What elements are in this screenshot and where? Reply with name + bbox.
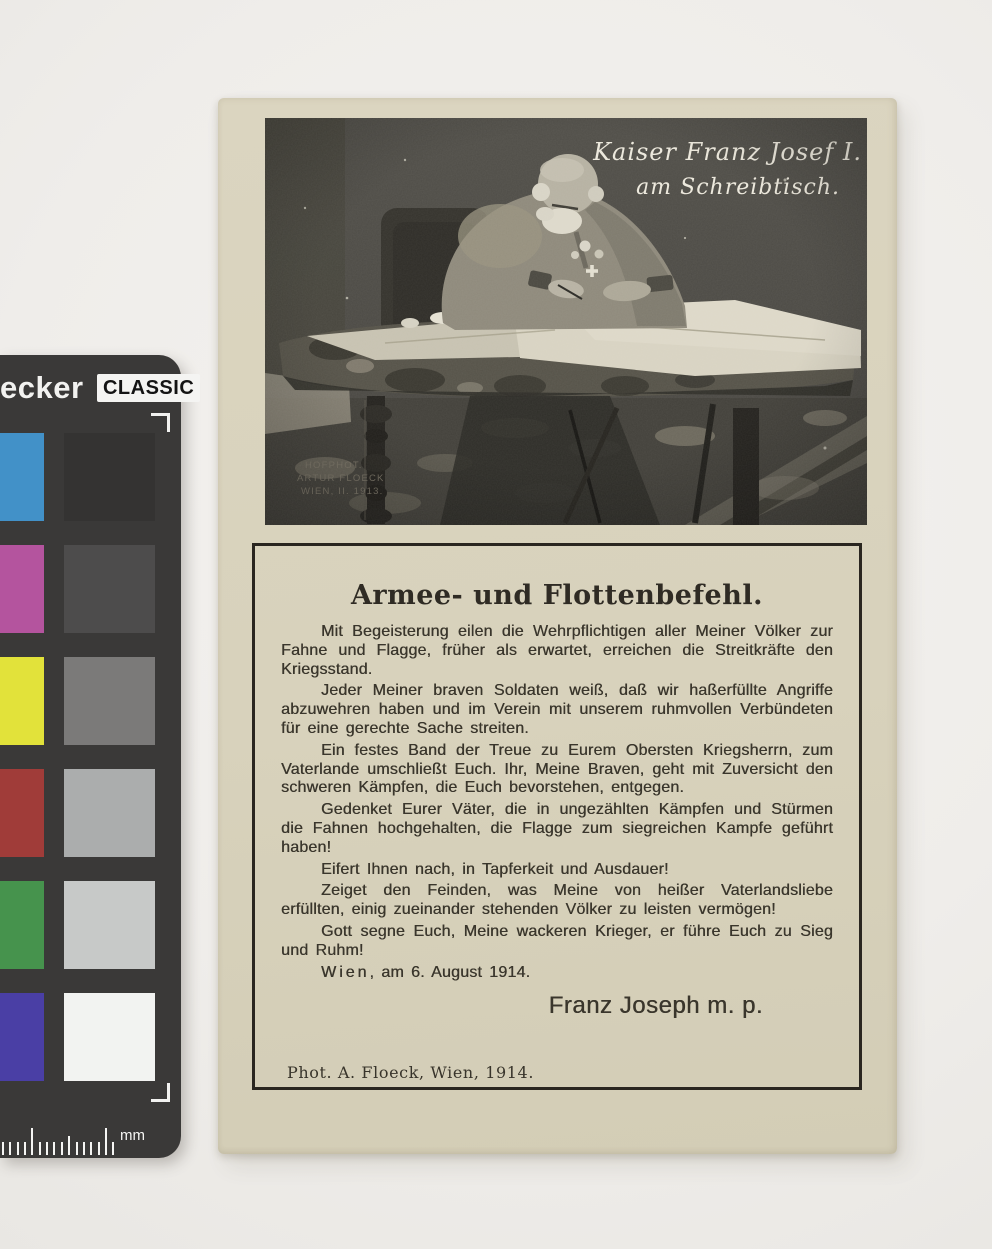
swatch-white	[64, 993, 155, 1081]
order-paragraph: Mit Begeisterung eilen die Wehrpflichtigen aller Meiner Völker zur Fahne und Flagge, früher als erwartet, erreichen die Streitkräfte den Kriegsstand.	[281, 623, 833, 678]
kaiser-photo	[265, 118, 867, 525]
ruler-tick	[83, 1142, 85, 1155]
ruler-tick	[76, 1142, 78, 1155]
ruler-tick	[53, 1142, 55, 1155]
swatch-black	[64, 433, 155, 521]
photographer-credit: Phot. A. Floeck, Wien, 1914.	[287, 1063, 535, 1082]
colorchecker-classic-badge: CLASSIC	[97, 374, 200, 402]
dateline-city: Wien	[321, 963, 370, 981]
order-title: Armee- und Flottenbefehl.	[350, 580, 764, 611]
order-paragraph: Zeiget den Feinden, was Meine von heißer Vaterlandsliebe erfüllten, einig zueinander stehenden Völker zu leisten vermögen!	[281, 882, 833, 919]
order-paragraph: Ein festes Band der Treue zu Eurem Obersten Kriegsherrn, zum Vaterlande umschließt Euch. Ihr, Meine Braven, geht mit Zuversicht den schweren Kämpfen, die Euch bevorstehen, entgegen.	[281, 741, 833, 797]
ruler-tick	[9, 1142, 11, 1155]
ruler-tick	[2, 1142, 4, 1155]
ruler-tick	[46, 1142, 48, 1155]
ruler-tick	[90, 1142, 92, 1155]
ruler-tick	[105, 1128, 107, 1155]
swatch-neutral-6-5	[64, 769, 155, 857]
order-text-box	[252, 543, 862, 1090]
film-grain	[265, 118, 867, 525]
ruler-tick	[112, 1142, 114, 1155]
order-paragraph: Jeder Meiner braven Soldaten weiß, daß wir haßerfüllte Angriffe abzuwehren haben und im Verein mit unserem ruhmvollen Verbündeten für eine gerechte Sache streiten.	[281, 682, 833, 737]
ruler-tick	[68, 1136, 70, 1155]
ruler-tick	[39, 1142, 41, 1155]
swatch-cyan	[0, 433, 44, 521]
colorchecker-card	[0, 355, 195, 1158]
swatch-yellow	[0, 657, 44, 745]
ruler-tick	[24, 1142, 26, 1155]
swatch-neutral-8	[64, 881, 155, 969]
registration-mark-icon	[151, 413, 170, 432]
postcard	[218, 98, 897, 1154]
ruler-tick	[61, 1142, 63, 1155]
mm-ruler	[0, 1124, 181, 1158]
swatch-magenta	[0, 545, 44, 633]
swatch-neutral-5	[64, 657, 155, 745]
signature: Franz Joseph m. p.	[548, 992, 763, 1020]
swatch-neutral-3-5	[64, 545, 155, 633]
order-paragraph: Gott segne Euch, Meine wackeren Krieger, er führe Euch zu Sieg und Ruhm!	[281, 922, 833, 959]
dateline-rest: , am 6. August 1914.	[369, 963, 531, 981]
colorchecker-header	[0, 371, 200, 405]
ruler-unit-label: mm	[120, 1127, 145, 1144]
swatch-blue	[0, 993, 44, 1081]
registration-mark-icon	[151, 1083, 170, 1102]
dateline	[281, 964, 833, 983]
order-paragraph: Eifert Ihnen nach, in Tapferkeit und Ausdauer!	[321, 860, 669, 878]
ruler-tick	[31, 1128, 33, 1155]
colorchecker-brand-text: ecker	[0, 370, 84, 405]
swatch-green	[0, 881, 44, 969]
ruler-tick	[98, 1142, 100, 1155]
swatch-red	[0, 769, 44, 857]
order-paragraph: Gedenket Eurer Väter, die in ungezählten Kämpfen und Stürmen die Fahnen hochgehalten, die Flagge zum siegreichen Kampfe geführt haben!	[281, 801, 833, 856]
ruler-tick	[17, 1142, 19, 1155]
